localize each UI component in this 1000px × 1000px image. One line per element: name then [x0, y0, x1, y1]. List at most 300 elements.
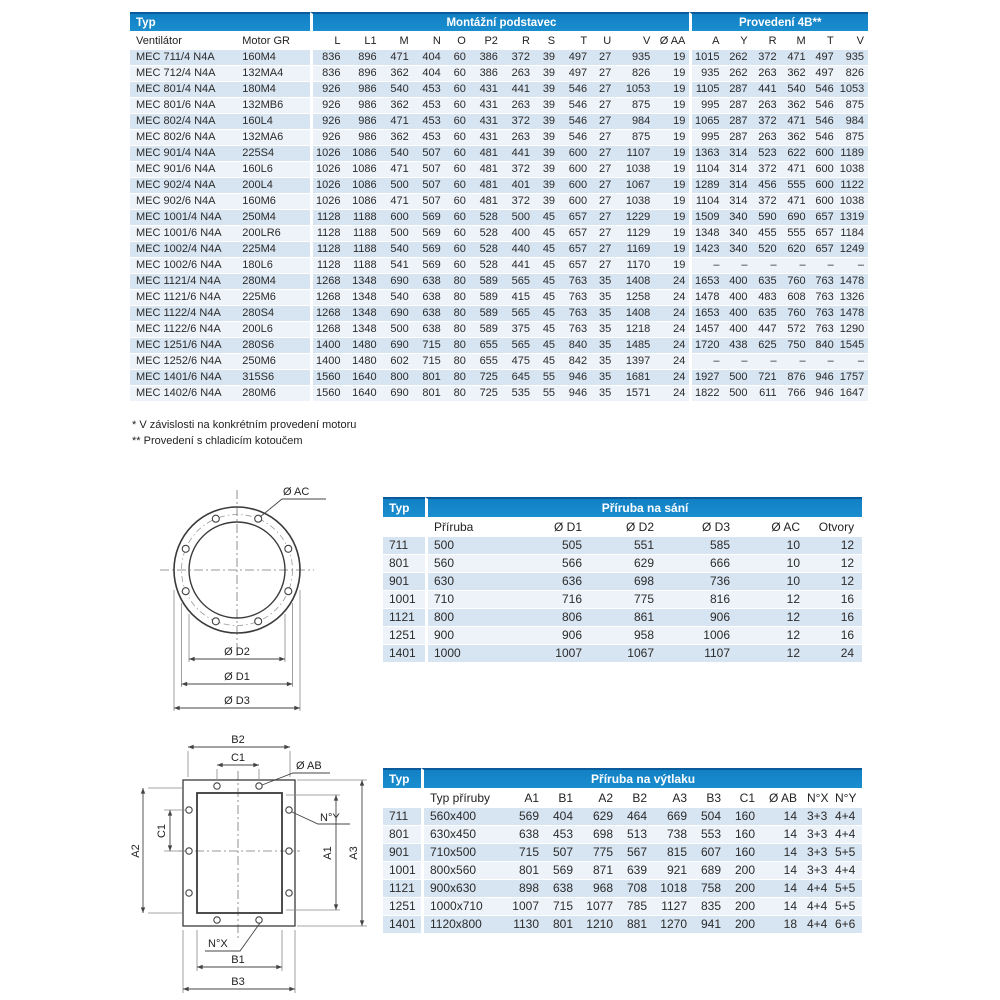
table-cell: 39 — [534, 146, 559, 162]
table-cell: 16 — [808, 591, 862, 609]
table-cell: 738 — [655, 826, 695, 844]
table-cell: 1348 — [345, 306, 381, 322]
table-row — [383, 862, 862, 880]
table-cell: 546 — [559, 82, 591, 98]
table-cell: 415 — [502, 290, 534, 306]
table-row — [383, 808, 862, 826]
table-cell: 35 — [591, 370, 615, 386]
table-cell: 481 — [470, 146, 502, 162]
table-cell: 280M4 — [236, 274, 310, 290]
table-cell: 1363 — [689, 146, 723, 162]
table-cell: 546 — [810, 82, 838, 98]
table-cell: 362 — [381, 130, 413, 146]
table-cell: 636 — [515, 573, 590, 591]
table-cell: MEC 1122/4 N4A — [130, 306, 236, 322]
table-cell: 1822 — [689, 386, 723, 402]
table-cell: 14 — [763, 898, 805, 916]
table-cell: 471 — [781, 162, 810, 178]
table-cell: 775 — [590, 591, 662, 609]
table-cell: 55 — [534, 370, 559, 386]
table-cell: 80 — [445, 290, 470, 306]
table-cell: 471 — [381, 114, 413, 130]
table-cell: 372 — [752, 194, 781, 210]
column-header: Y — [723, 31, 751, 50]
table-cell: 4+4 — [805, 880, 833, 898]
column-header: N°Y — [833, 788, 862, 808]
table-cell: 1478 — [838, 306, 868, 322]
table-cell: – — [752, 258, 781, 274]
table-cell: 19 — [654, 242, 689, 258]
table-cell: 1104 — [689, 162, 723, 178]
table-cell: 572 — [781, 322, 810, 338]
typ-header: Typ — [383, 768, 421, 788]
table-cell: 314 — [723, 194, 751, 210]
table-cell: 55 — [534, 386, 559, 402]
table-cell: 600 — [381, 210, 413, 226]
table-cell: 507 — [413, 146, 445, 162]
table-cell: 710x500 — [421, 844, 505, 862]
table-cell: MEC 902/6 N4A — [130, 194, 236, 210]
table-cell: 635 — [752, 306, 781, 322]
column-header — [383, 517, 425, 537]
column-header: Ventilátor — [130, 31, 236, 50]
table-cell: 400 — [502, 226, 534, 242]
table-cell: – — [723, 354, 751, 370]
table-cell: 1289 — [689, 178, 723, 194]
table-row — [383, 880, 862, 898]
table-cell: 1478 — [838, 274, 868, 290]
table-cell: 1053 — [615, 82, 654, 98]
table-cell: 372 — [502, 114, 534, 130]
table-cell: 690 — [381, 386, 413, 402]
table-cell: 1348 — [345, 274, 381, 290]
ac-leader-line — [260, 499, 326, 517]
table-cell: 657 — [810, 210, 838, 226]
table-cell: 715 — [547, 898, 581, 916]
column-header: Otvory — [808, 517, 862, 537]
table-cell: 14 — [763, 880, 805, 898]
table-cell: 655 — [470, 338, 502, 354]
table-cell: 836 — [310, 66, 344, 82]
table-cell: 926 — [310, 130, 344, 146]
table-cell: 372 — [752, 50, 781, 66]
column-header: Ø AA — [654, 31, 689, 50]
table-cell: 35 — [591, 354, 615, 370]
table-cell: 608 — [781, 290, 810, 306]
table-cell: 372 — [502, 194, 534, 210]
table-cell: 513 — [621, 826, 655, 844]
table-cell: 1129 — [615, 226, 654, 242]
table-cell: 19 — [654, 258, 689, 274]
column-header: L1 — [345, 31, 381, 50]
table-row — [130, 258, 868, 274]
d3-label: Ø D3 — [224, 695, 250, 707]
table-cell: MEC 901/6 N4A — [130, 162, 236, 178]
table-cell: 504 — [695, 808, 729, 826]
table-cell: 453 — [413, 98, 445, 114]
table-cell: 775 — [581, 844, 621, 862]
table-cell: 840 — [810, 338, 838, 354]
table-cell: 200 — [729, 916, 763, 934]
table-cell: 500 — [425, 537, 515, 555]
table-cell: 1188 — [345, 242, 381, 258]
table-cell: 505 — [515, 537, 590, 555]
table-cell: 1007 — [515, 645, 590, 663]
column-header: Typ příruby — [421, 788, 505, 808]
table-cell: 340 — [723, 210, 751, 226]
table-cell: 45 — [534, 210, 559, 226]
table-cell: 690 — [781, 210, 810, 226]
table-cell: 1104 — [689, 194, 723, 210]
ab-label: Ø AB — [296, 760, 322, 772]
table-cell: 1184 — [838, 226, 868, 242]
table-cell: 225M4 — [236, 242, 310, 258]
column-header: S — [534, 31, 559, 50]
table-cell: 263 — [752, 66, 781, 82]
table-row — [130, 98, 868, 114]
table-cell: – — [810, 354, 838, 370]
table-cell: 906 — [515, 627, 590, 645]
table-row — [383, 916, 862, 934]
column-header: Ø D2 — [590, 517, 662, 537]
table-cell: 546 — [810, 98, 838, 114]
column-header-row — [383, 517, 862, 537]
column-header: Ø AB — [763, 788, 805, 808]
table-cell: 690 — [381, 306, 413, 322]
column-header: C1 — [729, 788, 763, 808]
table-cell: 372 — [752, 114, 781, 130]
table-cell: 200LR6 — [236, 226, 310, 242]
table-cell: 806 — [515, 609, 590, 627]
table-row — [130, 114, 868, 130]
discharge-title: Příruba na výtlaku — [421, 768, 862, 788]
table-cell: 840 — [559, 338, 591, 354]
table-cell: 45 — [534, 322, 559, 338]
table-cell: 27 — [591, 130, 615, 146]
table-cell: 453 — [547, 826, 581, 844]
table-cell: 1653 — [689, 274, 723, 290]
table-cell: MEC 1252/6 N4A — [130, 354, 236, 370]
table-cell: 400 — [723, 290, 751, 306]
table-cell: 475 — [502, 354, 534, 370]
table-cell: 12 — [738, 627, 808, 645]
table-cell: 1408 — [615, 306, 654, 322]
table-cell: 39 — [534, 114, 559, 130]
table-cell: 630 — [425, 573, 515, 591]
table-cell: 60 — [445, 226, 470, 242]
table-cell: 404 — [413, 50, 445, 66]
table-cell: 441 — [752, 82, 781, 98]
table-cell: 4+4 — [833, 826, 862, 844]
table-cell: 763 — [559, 306, 591, 322]
table-cell: 1170 — [615, 258, 654, 274]
table-cell: 39 — [534, 50, 559, 66]
table-cell: 362 — [381, 98, 413, 114]
table-cell: 80 — [445, 386, 470, 402]
table-cell: 471 — [781, 194, 810, 210]
suction-flange-drawing — [130, 478, 380, 718]
table-cell: 287 — [723, 114, 751, 130]
column-header: R — [752, 31, 781, 50]
table-cell: 1001 — [383, 591, 425, 609]
table-row — [383, 645, 862, 663]
table-cell: 1480 — [345, 354, 381, 370]
table-row — [130, 130, 868, 146]
b2-label: B2 — [231, 734, 245, 746]
table-cell: 45 — [534, 242, 559, 258]
column-header: Ø D1 — [515, 517, 590, 537]
table-cell: 35 — [591, 306, 615, 322]
table-cell: MEC 901/4 N4A — [130, 146, 236, 162]
table-cell: 27 — [591, 210, 615, 226]
table-cell: 1107 — [662, 645, 738, 663]
table-cell: 362 — [381, 66, 413, 82]
table-cell: 520 — [752, 242, 781, 258]
table-cell: 835 — [695, 898, 729, 916]
flange-outer-rect — [183, 780, 295, 926]
column-header: N°X — [805, 788, 833, 808]
table-cell: 1038 — [838, 162, 868, 178]
table-cell: 926 — [310, 98, 344, 114]
table-cell: 263 — [502, 130, 534, 146]
table-cell: 861 — [590, 609, 662, 627]
table-cell: 1026 — [310, 194, 344, 210]
table-cell: 1290 — [838, 322, 868, 338]
table-cell: 763 — [810, 290, 838, 306]
table-cell: 657 — [810, 242, 838, 258]
table-cell: 1480 — [345, 338, 381, 354]
table-cell: 10 — [738, 573, 808, 591]
table-cell: 1053 — [838, 82, 868, 98]
table-row — [130, 274, 868, 290]
table-row — [383, 573, 862, 591]
column-header: Příruba — [425, 517, 515, 537]
table-cell: 763 — [559, 290, 591, 306]
ac-label: Ø AC — [283, 486, 310, 498]
table-cell: MEC 1401/6 N4A — [130, 370, 236, 386]
table-cell: 896 — [345, 66, 381, 82]
table-cell: MEC 1002/6 N4A — [130, 258, 236, 274]
table-cell: 60 — [445, 146, 470, 162]
table-cell: – — [723, 258, 751, 274]
typ-header: Typ — [383, 497, 425, 517]
table-cell: 760 — [781, 306, 810, 322]
b1-label: B1 — [231, 954, 245, 966]
table-cell: 4+4 — [833, 808, 862, 826]
table-cell: 1408 — [615, 274, 654, 290]
table-cell: 760 — [781, 274, 810, 290]
table-cell: 800 — [425, 609, 515, 627]
table-cell: 263 — [502, 98, 534, 114]
table-cell: 132MB6 — [236, 98, 310, 114]
table-cell: 160M6 — [236, 194, 310, 210]
table-cell: 5+5 — [833, 898, 862, 916]
table-cell: 645 — [502, 370, 534, 386]
table-cell: 160 — [729, 844, 763, 862]
table-cell: 1560 — [310, 386, 344, 402]
table-cell: 1001 — [383, 862, 421, 880]
table-cell: 441 — [502, 82, 534, 98]
column-header: V — [615, 31, 654, 50]
table-cell: MEC 801/4 N4A — [130, 82, 236, 98]
table-cell: 471 — [381, 194, 413, 210]
table-cell: 1397 — [615, 354, 654, 370]
table-cell: 1000 — [425, 645, 515, 663]
table-cell: 1120x800 — [421, 916, 505, 934]
table-cell: 39 — [534, 98, 559, 114]
table-cell: 590 — [752, 210, 781, 226]
table-cell: 225M6 — [236, 290, 310, 306]
column-header: A3 — [655, 788, 695, 808]
table-cell: 565 — [502, 306, 534, 322]
table-cell: 80 — [445, 274, 470, 290]
table-cell: 453 — [413, 130, 445, 146]
table-cell: 1188 — [345, 210, 381, 226]
table-cell: 1640 — [345, 370, 381, 386]
ny-label: N°Y — [320, 812, 340, 824]
table-cell: 500 — [381, 322, 413, 338]
table-cell: 16 — [808, 609, 862, 627]
table-cell: 132MA6 — [236, 130, 310, 146]
table-cell: 24 — [654, 306, 689, 322]
table-cell: 1509 — [689, 210, 723, 226]
table-cell: 200 — [729, 880, 763, 898]
table-cell: MEC 902/4 N4A — [130, 178, 236, 194]
table-cell: 716 — [515, 591, 590, 609]
column-header: O — [445, 31, 470, 50]
table-cell: 481 — [470, 178, 502, 194]
table-cell: – — [781, 258, 810, 274]
table-cell: 80 — [445, 322, 470, 338]
table-cell: 314 — [723, 178, 751, 194]
table-cell: 711 — [383, 537, 425, 555]
table-cell: 1927 — [689, 370, 723, 386]
table-cell: 45 — [534, 274, 559, 290]
table-cell: 27 — [591, 50, 615, 66]
table-cell: 1218 — [615, 322, 654, 338]
table-cell: 600 — [810, 194, 838, 210]
table-cell: 60 — [445, 242, 470, 258]
column-header: Ø AC — [738, 517, 808, 537]
table-cell: 1038 — [838, 194, 868, 210]
table-cell: 280S4 — [236, 306, 310, 322]
table-cell: 500 — [502, 210, 534, 226]
table-cell: 1067 — [590, 645, 662, 663]
table-cell: 1251 — [383, 898, 421, 916]
table-cell: 871 — [581, 862, 621, 880]
table-cell: 815 — [655, 844, 695, 862]
table-cell: 1086 — [345, 146, 381, 162]
table-cell: 546 — [559, 130, 591, 146]
table-cell: 638 — [413, 322, 445, 338]
table-cell: 12 — [808, 537, 862, 555]
table-cell: 657 — [559, 210, 591, 226]
table-cell: 19 — [654, 226, 689, 242]
table-cell: 507 — [413, 178, 445, 194]
table-cell: MEC 1001/6 N4A — [130, 226, 236, 242]
table-cell: 1653 — [689, 306, 723, 322]
table-cell: 1571 — [615, 386, 654, 402]
b3-label: B3 — [231, 976, 245, 988]
table-cell: 1348 — [345, 322, 381, 338]
table-cell: 758 — [695, 880, 729, 898]
table-cell: 690 — [381, 338, 413, 354]
table-cell: 630x450 — [421, 826, 505, 844]
table-cell: 1105 — [689, 82, 723, 98]
table-cell: – — [838, 258, 868, 274]
table-cell: 1189 — [838, 146, 868, 162]
table-row — [383, 555, 862, 573]
table-cell: 638 — [413, 274, 445, 290]
table-cell: 984 — [838, 114, 868, 130]
table-cell: 500 — [723, 386, 751, 402]
table-cell: 27 — [591, 194, 615, 210]
table-cell: 1270 — [655, 916, 695, 934]
table-cell: 483 — [752, 290, 781, 306]
table-cell: 497 — [810, 66, 838, 82]
table-cell: 1545 — [838, 338, 868, 354]
table-cell: 941 — [695, 916, 729, 934]
column-header: R — [502, 31, 534, 50]
table-cell: 638 — [413, 290, 445, 306]
table-cell: 546 — [559, 98, 591, 114]
table-cell: 898 — [505, 880, 547, 898]
table-cell: 1251 — [383, 627, 425, 645]
table-cell: 1086 — [345, 178, 381, 194]
table-row — [383, 537, 862, 555]
table-cell: 638 — [413, 306, 445, 322]
table-cell: MEC 1122/6 N4A — [130, 322, 236, 338]
table-cell: 968 — [581, 880, 621, 898]
table-cell: 1018 — [655, 880, 695, 898]
table-cell: 1400 — [310, 338, 344, 354]
table-cell: 500 — [723, 370, 751, 386]
table-cell: 471 — [381, 162, 413, 178]
table-cell: 35 — [591, 290, 615, 306]
table-cell: 901 — [383, 573, 425, 591]
table-cell: 763 — [810, 322, 838, 338]
column-header: T — [559, 31, 591, 50]
table-cell: 589 — [470, 322, 502, 338]
a3-label: A3 — [348, 846, 360, 860]
table-cell: 1647 — [838, 386, 868, 402]
table-cell: 698 — [590, 573, 662, 591]
table-cell: 39 — [534, 130, 559, 146]
table-cell: 60 — [445, 130, 470, 146]
table-cell: 263 — [752, 130, 781, 146]
table-cell: 638 — [505, 826, 547, 844]
table-cell: 24 — [654, 322, 689, 338]
footnotes — [132, 417, 356, 449]
table-cell: 540 — [381, 290, 413, 306]
table-cell: 600 — [559, 146, 591, 162]
table-cell: 1121 — [383, 609, 425, 627]
table-cell: 431 — [470, 98, 502, 114]
mounting-base-group-header: Montážní podstavec — [310, 12, 689, 31]
table-cell: 900 — [425, 627, 515, 645]
table-cell: 27 — [591, 242, 615, 258]
table-cell: MEC 1002/4 N4A — [130, 242, 236, 258]
table-cell: 80 — [445, 370, 470, 386]
table-cell: 690 — [381, 274, 413, 290]
table-cell: 19 — [654, 178, 689, 194]
table-cell: 876 — [781, 370, 810, 386]
table-cell: 565 — [502, 338, 534, 354]
table-cell: 842 — [559, 354, 591, 370]
table-cell: 19 — [654, 66, 689, 82]
table-row — [130, 354, 868, 370]
table-cell: 1107 — [615, 146, 654, 162]
